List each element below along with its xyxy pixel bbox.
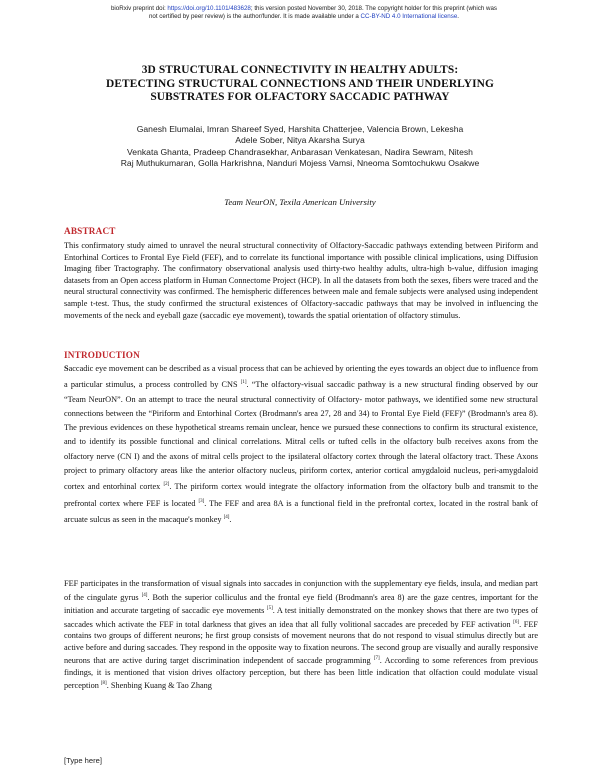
- paper-title: [40, 64, 560, 105]
- doi-link[interactable]: https://doi.org/10.1101/483628: [167, 5, 251, 12]
- affiliation: Team NeurON, Texila American University: [224, 197, 376, 207]
- title-line-3: SUBSTRATES FOR OLFACTORY SACCADIC PATHWAY: [150, 91, 450, 103]
- author-line: Raj Muthukumaran, Golla Harkrishna, Nanduri Mojess Vamsi, Nneoma Somtochukwu Osakwe: [120, 158, 480, 169]
- citation: [2]: [163, 482, 170, 488]
- citation: [5]: [266, 606, 273, 612]
- banner-line-1: bioRxiv preprint doi: https://doi.org/10.1101/483628; this version posted November 30, 2018. The copyright holder for this preprint (which was: [110, 5, 498, 12]
- author-list: [40, 124, 560, 170]
- fef-paragraph: FEF participates in the transformation of visual signals into saccades in conjunction with the supplementary eye fields, insula, and median part of the cingulate gyrus [4]. Both the superior colliculus and the frontal eye field (Brodmann's area 8) are the gaze centres, important for the initiation and accurate targeting of saccadic eye movements [5]. A test initially demonstrated on the monkey shows that there are two types of saccades which activate the FEF in total darkness that gives an idea that all fully volitional saccades are preceded by FEF activation [6]. FEF contains two groups of different neurons; he first group consists of movement neurons that do not respond to visual stimulus directly but are active before and during saccades. They respond in the opposite way to fixation neurons. The second group are visually and aurally responsive neurons that are active during target discrimination independent of saccade programming [7]. According to some references from previous findings, it is mentioned that vision drives olfactory perception, but there has been little indication that olfaction could modulate visual perception [8]. Shenbing Kuang & Tao Zhang: [64, 579, 539, 691]
- citation: [6]: [513, 619, 520, 625]
- citation: [1]: [240, 380, 247, 386]
- title-line-1: 3D STRUCTURAL CONNECTIVITY IN HEALTHY ADULTS:: [141, 64, 459, 76]
- license-link[interactable]: CC-BY-ND 4.0 International license: [360, 13, 458, 20]
- citation: [7]: [373, 656, 380, 662]
- abstract-text: This confirmatory study aimed to unravel the neural structural connectivity of Olfactory-Saccadic pathways extending between Piriform and Entorhinal Cortices to Frontal Eye Field (FEF), and to correlate its functional importance with possible clinical implications, using Diffusion Imaging fiber Tractography. The confirmatory observational analysis used thirty-two healthy adults, ultra-high b-value, diffusion imaging datasets from an Open access platform in Human Connectome Project (HCP). In all the datasets from both the sexes, fibers were traced and the neural structural connectivity was confirmed. The hemispheric differences between male and female subjects were analysed using independent sample t-test. Thus, the study confirmed the structural existences of Olfactory-saccadic pathways that may be involved in influencing the movements of the neck and eyeball gaze (saccadic eye movement), towards the spatial orientation of olfactory stimulus.: [64, 241, 538, 320]
- title-line-2: DETECTING STRUCTURAL CONNECTIONS AND THEIR UNDERLYING: [106, 77, 494, 90]
- banner-line-2: not certified by peer review) is the author/funder. It is made available under a CC-BY-ND 4.0 International license.: [148, 13, 460, 20]
- page-footer: [Type here]: [64, 756, 102, 765]
- author-line: Ganesh Elumalai, Imran Shareef Syed, Harshita Chatterjee, Valencia Brown, Lekesha: [136, 124, 464, 134]
- citation: [4]: [141, 592, 148, 598]
- author-line: Adele Sober, Nitya Akarsha Surya: [235, 135, 365, 146]
- citation: [8]: [100, 681, 107, 687]
- citation: [3]: [198, 498, 205, 504]
- author-line: Venkata Ghanta, Pradeep Chandrasekhar, Anbarasan Venkatesan, Nadira Sewram, Nitesh: [127, 146, 473, 157]
- citation: [4]: [223, 514, 230, 520]
- abstract-heading: ABSTRACT: [64, 226, 116, 236]
- introduction-paragraph: Saccadic eye movement can be described as a visual process that can be achieved by orienting the eyes towards an object due to influence from a particular stimulus, a process controlled by CNS [1]. “The olfactory-visual saccadic pathway is a new structural finding observed by our “Team NeurON”. On an attempt to trace the neural structural connectivity of Olfactory- motor pathways, we identified some new structural connections between the “Piriform and Entorhinal Cortex (Brodmann's area 27, 28 and 34) to Frontal Eye Field (FEF)” (Brodmann's area 8). The previous evidences on these hypothetical streams remain unclear, hence we pursued these connections to confirm its structural existence, and to identify its possible functional and clinical correlations. Mitral cells or tufted cells in the olfactory bulb receives axons from the olfactory nerve (CN I) and the axons of mitral cells project to the ipsilateral olfactory cortex through the lateral olfactory tract. These Axons project to primary olfactory areas like the anterior olfactory nucleus, piriform cortex, anterior cortical amygdaloid nucleus, peri-amygdaloid cortex and entorhinal cortex [2]. The piriform cortex would integrate the olfactory information from the olfactory bulb and transmit to the prefrontal cortex where FEF is located [3]. The FEF and area 8A is a functional field in the prefrontal cortex, located in the rostral bank of arcuate sulcus as seen in the macaque's monkey [4].: [64, 364, 539, 524]
- preprint-banner: [64, 5, 544, 21]
- drop-letter: S: [64, 364, 69, 373]
- introduction-heading: INTRODUCTION: [64, 350, 140, 360]
